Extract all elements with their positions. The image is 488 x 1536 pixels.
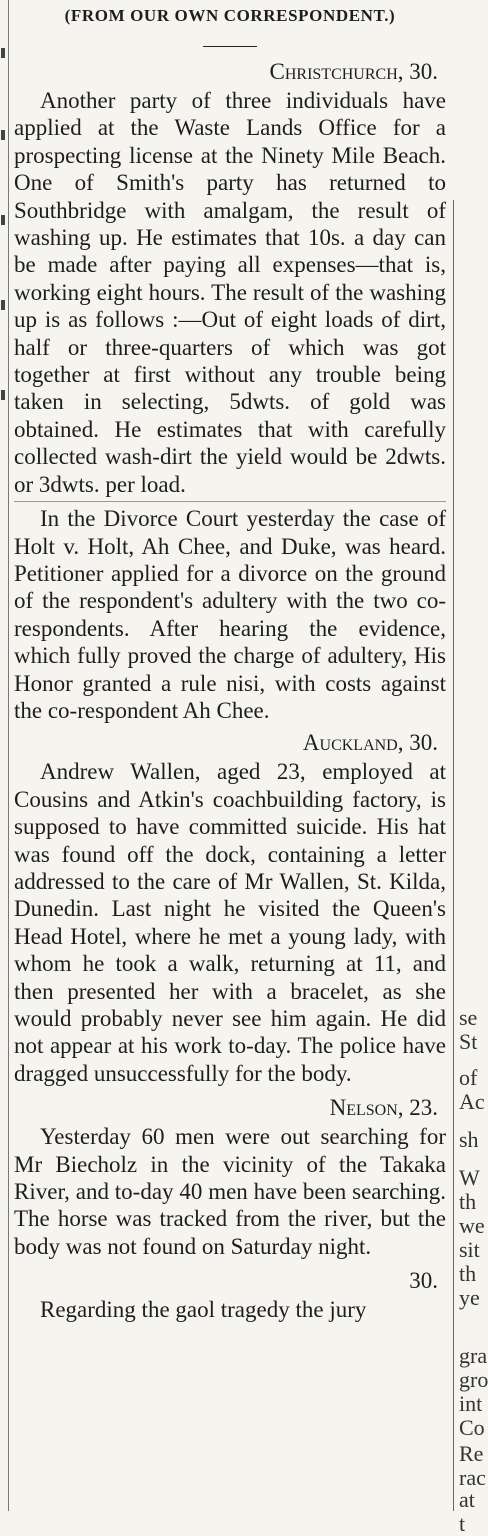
left-column-edge [0, 0, 9, 1511]
adjacent-fragment: of [459, 1065, 478, 1090]
adjacent-fragment: St [459, 1029, 478, 1054]
adjacent-fragment: ye [459, 1285, 480, 1310]
column-rule [453, 200, 454, 1511]
gutter-mark [1, 390, 5, 400]
gutter-mark [1, 130, 5, 140]
adjacent-fragment: sit [459, 1237, 480, 1262]
dateline-nelson-later: 30. [409, 1268, 438, 1294]
dateline-christchurch: Christchurch, 30. [269, 59, 438, 84]
news-column [14, 0, 446, 1324]
adjacent-fragment: sh [459, 1127, 479, 1152]
dateline-nelson: Nelson, 23. [329, 1095, 438, 1121]
adjacent-fragment: gro [459, 1367, 488, 1392]
article-paragraph: Regarding the gaol tragedy the jury [40, 1297, 367, 1323]
adjacent-fragment: Ac [459, 1089, 485, 1114]
adjacent-fragment: Co [459, 1415, 485, 1440]
adjacent-fragment: th [459, 1189, 477, 1214]
article-paragraph: In the Divorce Court yesterday the case of Holt v. Holt, Ah Chee, and Duke, was heard. Petitioner applied for a divorce on the ground of the respondent's adultery with the two co-respondents. After hearing the evidence, which fully proved the charge of adultery, His Honor granted a rule nisi, with costs against the co-respondent Ah Chee. [14, 506, 446, 723]
adjacent-fragment: th [459, 1261, 477, 1286]
adjacent-fragment: int [459, 1391, 483, 1416]
dateline-auckland: Auckland, 30. [302, 730, 438, 756]
gutter-mark [1, 215, 5, 225]
header-rule [203, 46, 257, 47]
article-paragraph: Another party of three individuals have applied at the Waste Lands Office for a prospecting license at the Ninety Mile Beach. One of Smith's party has returned to Southbridge with amalgam, the result of washing up. He estimates that 10s. a day can be made after paying all expenses—that is, working eight hours. The result of the washing up is as follows :—Out of eight loads of dirt, half or three-quarters of which was got together at first without any trouble being taken in selecting, 5dwts. of gold was obtained. He estimates that with carefully collected wash-dirt the yield would be 2dwts. or 3dwts. per load. [14, 88, 446, 497]
adjacent-fragment: at t [459, 1487, 475, 1536]
adjacent-fragment: Re [459, 1441, 484, 1466]
paragraph-separator [14, 501, 446, 502]
adjacent-fragment: rac [459, 1465, 486, 1490]
gutter-mark [1, 48, 5, 58]
adjacent-fragment: we [459, 1213, 485, 1238]
adjacent-fragment: W [459, 1165, 480, 1190]
article-paragraph: Yesterday 60 men were out searching for Mr Biecholz in the vicinity of the Takaka River, and to-day 40 men have been searching. The horse was tracked from the river, but the body was not found on Saturday night. [14, 1124, 446, 1259]
adjacent-fragment: gra [459, 1343, 488, 1368]
gutter-mark [1, 300, 5, 310]
adjacent-fragment: se [459, 1005, 478, 1030]
article-paragraph: Andrew Wallen, aged 23, employed at Cousins and Atkin's coachbuilding factory, is supposed to have committed suicide. His hat was found off the dock, containing a letter addressed to the care of Mr Wallen, St. Kilda, Dunedin. Last night he visited the Queen's Head Hotel, where he met a young lady, with whom he took a walk, returning at 11, and then presented her with a bracelet, as she would probably never see him again. He did not appear at his work to-day. The police have dragged unsuccessfully for the body. [14, 759, 446, 1086]
correspondent-header: (FROM OUR OWN CORRESPONDENT.) [64, 6, 396, 25]
